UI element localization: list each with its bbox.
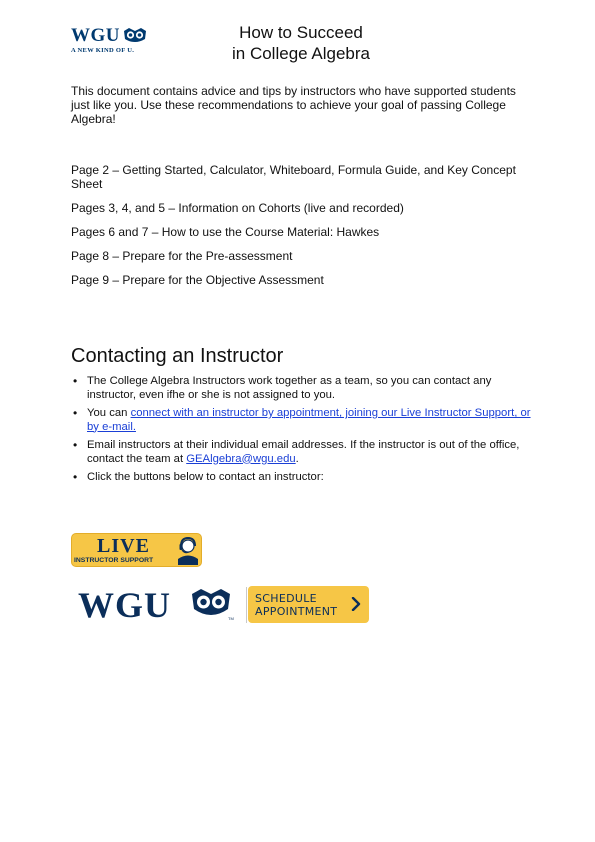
bullet-item [71,407,531,434]
title-line-1: How to Succeed [239,23,363,42]
toc-item: Page 2 – Getting Started, Calculator, Whiteboard, Formula Guide, and Key Concept Sheet [71,163,516,191]
page-guide-list [71,163,531,297]
wgu-logo-large: WGU [78,585,171,625]
schedule-label [255,592,337,618]
bullet-text: Click the buttons below to contact an instructor: [87,471,324,483]
bullet-item [71,375,531,402]
toc-item: Pages 3, 4, and 5 – Information on Cohorts (live and recorded) [71,201,404,215]
bullet-item [71,439,531,466]
logo-text: WGU [71,25,120,46]
schedule-appointment-button[interactable] [248,586,369,623]
divider [246,587,247,623]
toc-item: Page 9 – Prepare for the Objective Assessment [71,273,324,287]
contact-options-link[interactable]: connect with an instructor by appointment, joining our Live Instructor Support, or by e-mail. [87,407,531,433]
wgu-logo [71,26,171,54]
section-heading: Contacting an Instructor [71,345,284,367]
owl-icon [191,589,231,619]
toc-item: Page 8 – Prepare for the Pre-assessment [71,249,293,263]
bullet-text: You can [87,407,131,419]
trademark-mark: TM [228,616,234,621]
document-header [71,22,531,70]
schedule-row [78,584,378,626]
bullet-item [71,471,531,485]
page-title [201,22,401,64]
bullet-text-suffix: . [295,452,299,465]
schedule-label-line-1: SCHEDULE [255,592,317,605]
title-line-2: in College Algebra [232,44,370,63]
toc-item: Pages 6 and 7 – How to use the Course Material: Hawkes [71,225,380,239]
chevron-right-icon [351,597,361,611]
headset-icon [177,537,199,565]
live-label: LIVE [97,535,150,557]
logo-tagline: A NEW KIND OF U. [71,47,135,54]
bullet-text: The College Algebra Instructors work together as a team, so you can contact any instructor, even ifhe or she is not assigned to you. [87,375,492,401]
bullet-text: Email instructors at their individual email addresses. If the instructor is out of the office, contact the team at [87,439,520,465]
owl-icon [123,28,147,44]
schedule-label-line-2: APPOINTMENT [255,605,338,618]
instructor-support-label: INSTRUCTOR SUPPORT [74,557,154,564]
team-email-link[interactable]: GEAlgebra@wgu.edu [186,452,296,465]
live-instructor-support-button[interactable] [71,533,202,567]
contact-bullet-list [71,375,531,490]
intro-paragraph: This document contains advice and tips by instructors who have supported students just like you. Use these recommendations to achieve your goal of passing College Algebra! [71,84,516,126]
